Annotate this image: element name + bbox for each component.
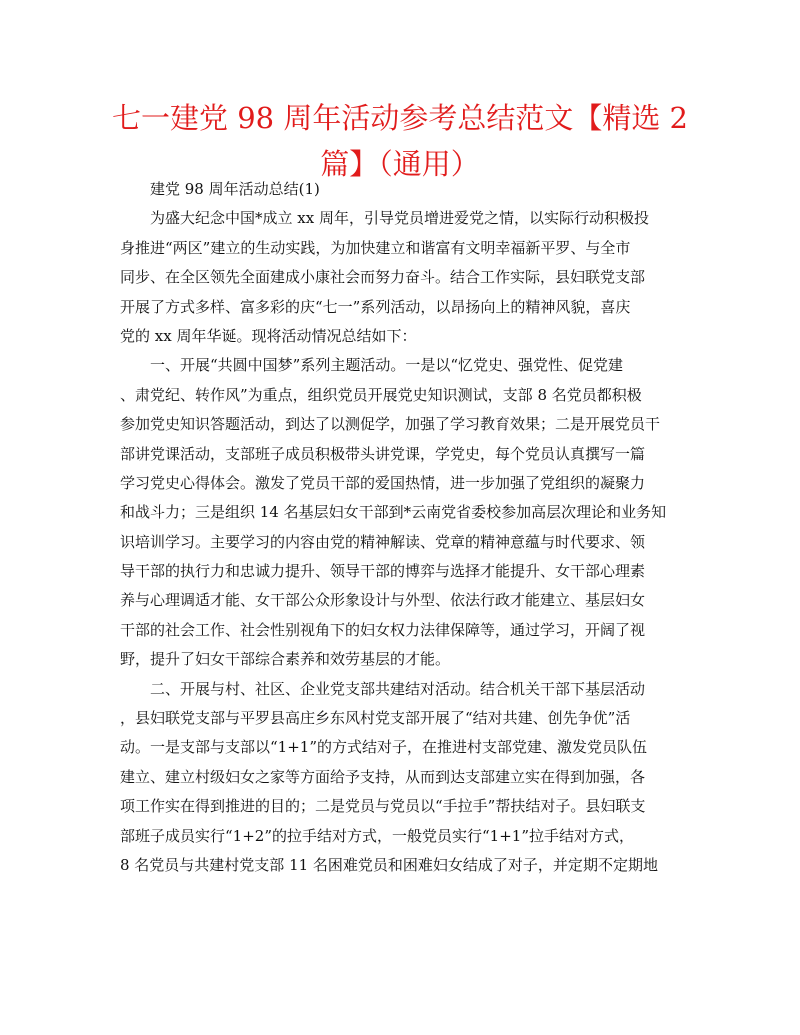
text-line: 导干部的执行力和忠诚力提升、领导干部的博弈与选择才能提升、女干部心理素 [120, 562, 646, 581]
text-line: 和战斗力；三是组织 14 名基层妇女干部到*云南党省委校参加高层次理论和业务知 [120, 503, 667, 522]
document-title: 七一建党 98 周年活动参考总结范文【精选 2 篇】（通用） [111, 101, 688, 181]
text-line: 部讲党课活动，支部班子成员积极带头讲党课，学党史，每个党员认真撰写一篇 [120, 444, 646, 463]
text-line: 党的 xx 周年华诞。现将活动情况总结如下： [120, 326, 417, 345]
text-line: 养与心理调适才能、女干部公众形象设计与外型、依法行政才能建立、基层妇女 [120, 591, 646, 610]
text-line: 一、开展“共圆中国梦”系列主题活动。一是以“忆党史、强党性、促党建 [150, 356, 624, 375]
text-line: 二、开展与村、社区、企业党支部共建结对活动。结合机关干部下基层活动 [150, 679, 646, 698]
text-line: 同步、在全区领先全面建成小康社会而努力奋斗。结合工作实际，县妇联党支部 [120, 268, 646, 287]
text-line: 参加党史知识答题活动，到达了以测促学，加强了学习教育效果；二是开展党员干 [120, 415, 661, 434]
text-line: 、肃党纪、转作风”为重点，组织党员开展党史知识测试，支部 8 名党员都积极 [120, 385, 642, 404]
text-line: 学习党史心得体会。激发了党员干部的爱国热情，进一步加强了党组织的凝聚力 [120, 473, 646, 492]
section-heading: 建党 98 周年活动总结(1) [150, 180, 320, 198]
document-body [120, 175, 680, 880]
text-line: 动。一是支部与支部以“1+1”的方式结对子，在推进村支部党建、激发党员队伍 [120, 738, 647, 757]
text-line: 识培训学习。主要学习的内容由党的精神解读、党章的精神意蕴与时代要求、领 [120, 532, 646, 551]
text-line: 建立、建立村级妇女之家等方面给予支持，从而到达支部建立实在得到加强，各 [120, 767, 646, 786]
text-line: 部班子成员实行“1+2”的拉手结对方式，一般党员实行“1+1”拉手结对方式， [120, 826, 634, 845]
text-line: 为盛大纪念中国*成立 xx 周年，引导党员增进爱党之情，以实际行动积极投 [150, 209, 649, 228]
text-line: 项工作实在得到推进的目的；二是党员与党员以“手拉手”帮扶结对子。县妇联支 [120, 797, 646, 816]
text-line: 野，提升了妇女干部综合素养和效劳基层的才能。 [120, 650, 451, 669]
text-line: 干部的社会工作、社会性别视角下的妇女权力法律保障等，通过学习，开阔了视 [120, 620, 646, 639]
text-line: ，县妇联党支部与平罗县高庄乡东风村党支部开展了“结对共建、创先争优”活 [120, 709, 631, 728]
text-line: 开展了方式多样、富多彩的庆“七一”系列活动，以昂扬向上的精神风貌，喜庆 [120, 297, 631, 316]
text-line: 8 名党员与共建村党支部 11 名困难党员和困难妇女结成了对子，并定期不定期地 [120, 855, 658, 874]
text-line: 身推进“两区”建立的生动实践，为加快建立和谐富有文明幸福新平罗、与全市 [120, 238, 631, 257]
